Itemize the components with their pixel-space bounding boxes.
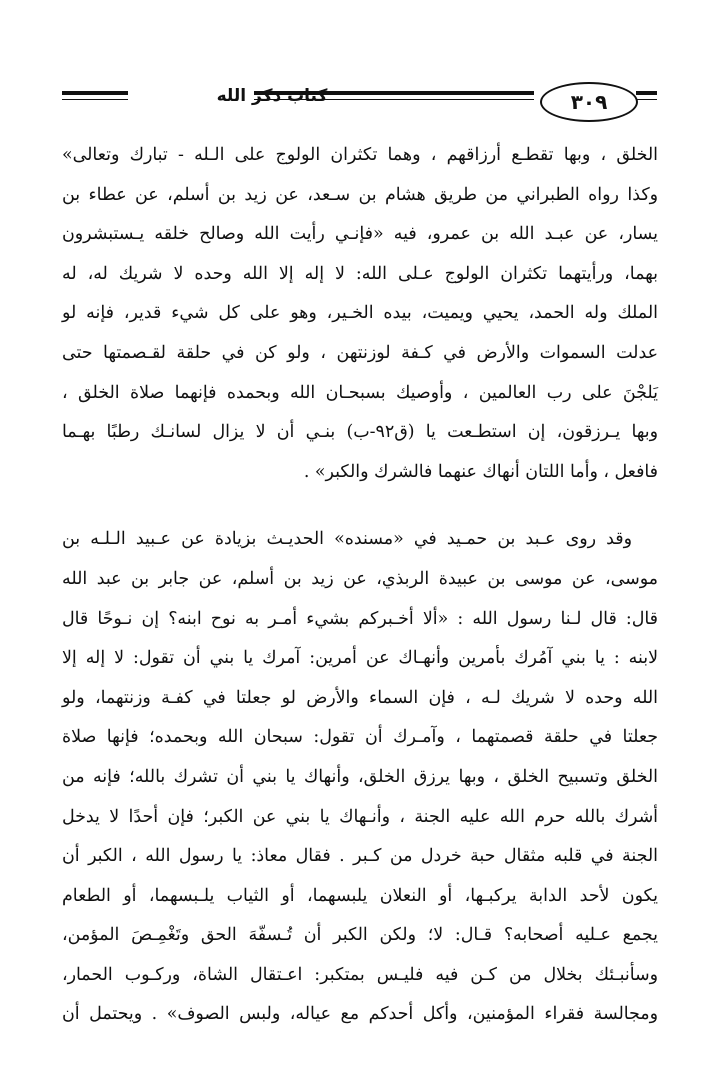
- text-line: يجمع عـليه أصحابه؟ قـال: لا؛ ولكن الكبر أن تُـسفّهَ الحق وتَغْمِـصَ المؤمن،: [62, 925, 658, 946]
- text-line: بهما، ورأيتهما تكثران الولوج عـلى الله: لا إله إلا الله وحده لا شريك له، له: [62, 263, 658, 284]
- header-rule-right-top: [636, 91, 657, 95]
- text-line: موسى، عن موسى بن عبيدة الربذي، عن زيد بن أسلم، عن جابر بن عبد الله: [62, 568, 658, 589]
- text-line: يكون لأحد الدابة يركبـها، أو النعلان يلبسهما، أو الثياب يلـبسهما، أو الطعام: [62, 885, 658, 906]
- text-line: وسأنبـئك بخلال من كـن فيه فليـس بمتكبر: اعـتقال الشاة، وركـوب الحمار،: [62, 964, 658, 985]
- header-rule-right-bottom: [636, 99, 657, 100]
- paragraph-2: [62, 520, 658, 1035]
- page-number: ٣٠٩: [540, 82, 638, 122]
- header-rule-left-top: [62, 91, 128, 95]
- paragraph-gap: [62, 492, 658, 520]
- text-line: الخلق ، وبها تقطـع أرزاقهم ، وهما تكثران الولوج على الـله - تبارك وتعالى»: [62, 145, 658, 165]
- page-header: [62, 80, 657, 124]
- text-line: وبها يـرزقون، إن استطـعت يا (ق٩٢-ب) بنـي أن لا يزال لسانـك رطبًا بهـما: [62, 422, 658, 443]
- text-line: الملك وله الحمد، يحيي ويميت، بيده الخـير، وهو على كل شيء قدير، فإنه لو: [62, 303, 658, 324]
- text-line: أشرك بالله حرم الله عليه الجنة ، وأنـهاك يا بني عن الكبر؛ فإن أحدًا لا يدخل: [62, 806, 658, 827]
- text-line: وكذا رواه الطبراني من طريق هشام بن سـعد، عن زيد بن أسلم، عن عطاء بن: [62, 184, 658, 205]
- page-body: [62, 136, 658, 1035]
- paragraph-1: [62, 136, 658, 492]
- header-rule-left-bottom: [62, 99, 128, 100]
- text-line: الخلق وتسبيح الخلق ، وبها يرزق الخلق، وأنهاك يا بني أن تشرك بالله؛ فإنه من: [62, 766, 658, 787]
- text-line: الله وحده لا شريك لـه ، فإن السماء والأرض لو جعلتا في كفـة وزنتهما، ولو: [62, 687, 658, 708]
- text-line: قال: قال لـنا رسول الله : «ألا أخـبركم بشيء أمـر به نوح ابنه؟ إن نـوحًا قال: [62, 608, 658, 629]
- header-rule-middle-bottom: [254, 99, 534, 100]
- header-rule-middle-top: [254, 91, 534, 95]
- text-line: يسار، عن عبـد الله بن عمرو، فيه «فإنـي رأيت الله وصالح خلقه يـستبشرون: [62, 224, 658, 245]
- text-line: الجنة في قلبه مثقال حبة خردل من كـبر . فقال معاذ: يا رسول الله ، الكبر أن: [62, 846, 658, 867]
- text-line: لابنه : يا بني آمُرك بأمرين وأنهـاك عن أمرين: آمرك يا بني أن تقول: لا إله إلا: [62, 648, 658, 669]
- text-line: فافعل ، وأما اللتان أنهاك عنهما فالشرك والكبر» .: [303, 461, 658, 482]
- text-line: جعلتا في حلقة قصمتهما ، وآمـرك أن تقول: سبحان الله وبحمده؛ فإنها صلاة: [62, 727, 658, 748]
- text-line: وقد روى عـبد بن حمـيد في «مسنده» الحديـث بزيادة عن عـبيد الـلـه بن: [62, 529, 632, 550]
- text-line: عدلت السموات والأرض في كـفة لوزنتهن ، ولو كن في حلقة لقـصمتها حتى: [62, 342, 658, 363]
- book-title: كتاب ذكر الله: [216, 86, 328, 106]
- text-line: يَلجْنَ على رب العالمين ، وأوصيك بسبحـان الله وبحمده فإنهما صلاة الخلق ،: [62, 382, 658, 403]
- text-line: ومجالسة فقراء المؤمنين، وأكل أحدكم مع عياله، ولبس الصوف» . ويحتمل أن: [62, 1004, 658, 1025]
